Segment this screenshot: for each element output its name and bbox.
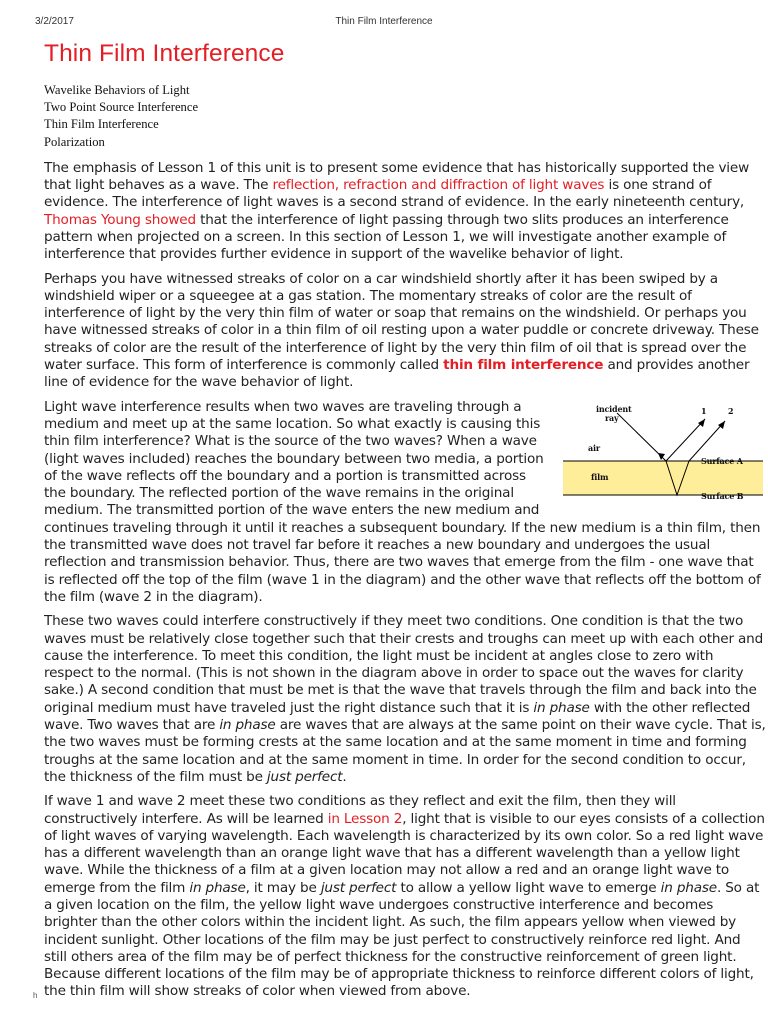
paragraph-3: [44, 399, 766, 607]
label-surface-a: Surface A: [701, 455, 743, 466]
print-header: [35, 16, 733, 30]
term-thin-film-interference: thin film interference: [443, 357, 604, 374]
paragraph-4: [44, 613, 766, 786]
page-title: Thin Film Interference: [44, 40, 285, 67]
paragraph-5: [44, 793, 766, 1001]
paragraph-text: and provides another line of evidence for the wave behavior of light.: [44, 357, 750, 391]
label-wave-1: 1: [701, 405, 707, 416]
reflected-ray-1: [666, 419, 705, 461]
subnav-link-two-point-source[interactable]: Two Point Source Interference: [44, 100, 199, 115]
paragraph-2: [44, 271, 766, 392]
paragraph-text: is one strand of evidence. The interference of light waves is a second strand of evidence. In the early nineteenth century,: [44, 177, 745, 211]
article: [44, 40, 766, 1001]
label-incident: incident: [596, 403, 632, 414]
label-air: air: [588, 442, 600, 453]
paragraph-text: with the other reflected wave. Two waves that are: [44, 699, 751, 734]
paragraph-text: If wave 1 and wave 2 meet these two conditions as they reflect and exit the film, then they will constructively interfere. As will be learned: [44, 793, 676, 827]
emphasis-in-phase: in phase: [660, 879, 717, 896]
emphasis-in-phase: in phase: [533, 699, 590, 716]
paragraph-text: Perhaps you have witnessed streaks of color on a car windshield shortly after it has been swiped by a windshield wiper or a squeegee at a gas station. The momentary streaks of color are the result of interference of light by the very thin film of water or soap that remains on the windshield. Or perhaps you have witnessed streaks of color in a thin film of oil resting upon a water puddle or concrete driveway. These streaks of color are the result of the interference of light by the very thin film of oil that is spread over the water surface. This form of interference is commonly called: [44, 270, 759, 374]
label-surface-b: Surface B: [701, 490, 744, 501]
print-title: Thin Film Interference: [335, 16, 433, 27]
subnav-link-polarization[interactable]: Polarization: [44, 134, 105, 149]
label-ray: ray: [605, 412, 619, 423]
paragraph-text: The emphasis of Lesson 1 of this unit is to present some evidence that has historically supported the view that light behaves as a wave. The: [44, 159, 750, 194]
paragraph-text: are waves that are always at the same point on their wave cycle. That is, the two waves must be forming crests at the same location and at the same moment in time and forming troughs at the same location and at the same moment in time. In order for the second condition to occur, the thickness of the film must be: [44, 717, 766, 785]
emphasis-just-perfect: just perfect: [320, 879, 397, 896]
emphasis-just-perfect: just perfect: [266, 768, 343, 785]
reflected-ray-2: [689, 421, 725, 461]
subnav-link-thin-film[interactable]: Thin Film Interference: [44, 117, 159, 132]
link-thomas-young[interactable]: Thomas Young showed: [44, 211, 196, 228]
paragraph-text: , it may be: [245, 879, 321, 896]
print-date: 3/2/2017: [35, 16, 74, 27]
paragraph-text: .: [342, 768, 347, 785]
thin-film-diagram: [563, 399, 763, 511]
link-reflection-refraction-diffraction[interactable]: reflection, refraction and diffraction of light waves: [272, 177, 605, 194]
label-wave-2: 2: [728, 405, 734, 416]
paragraph-text: . So at a given location on the film, the yellow light wave undergoes constructive interference and becomes brighter than the other colors within the incident light. As such, the film appears yellow when viewed by incident sunlight. Other locations of the film may be just perfect to constructively reinforce red light. And still others area of the film may be of perfect thickness for the constructive reinforcement of green light. Because different locations of the film may be of appropriate thickness to reinforce different colors of light, the thin film will show streaks of color when viewed from above.: [44, 879, 760, 1000]
link-lesson-2[interactable]: in Lesson 2: [327, 810, 403, 827]
emphasis-in-phase: in phase: [189, 879, 246, 896]
subnav-link-wavelike-behaviors[interactable]: Wavelike Behaviors of Light: [44, 83, 190, 97]
paragraph-text: , light that is visible to our eyes consists of a collection of light waves of varying wavelength. Each wavelength is characterized by its own color. So a red light wave has a different wavelength than an orange light wave that has a different wavelength than a yellow light wave. While the thickness of a film at a given location may not allow a red and an orange light wave to emerge from the film: [44, 810, 765, 896]
paragraph-text: that the interference of light passing through two slits produces an interference pattern when projected on a screen. In this section of Lesson 1, we will investigate another example of interference that provides further evidence in support of the wavelike behavior of light.: [44, 211, 729, 263]
lesson-subnav: [44, 82, 766, 151]
label-film: film: [591, 471, 609, 482]
print-footer-mark: h: [33, 991, 38, 1000]
paragraph-1: [44, 160, 766, 264]
paragraph-text: These two waves could interfere constructively if they meet two conditions. One condition is that the two waves must be relatively close together such that their crests and troughs can meet up with each other and cause the interference. To meet this condition, the light must be incident at angles close to zero with respect to the normal. (This is not shown in the diagram above in order to space out the waves for clarity sake.) A second condition that must be met is that the wave that travels through the film and back into the original medium must have traveled just the right distance such that it is: [44, 613, 764, 716]
emphasis-in-phase: in phase: [219, 717, 276, 734]
paragraph-text: Light wave interference results when two waves are traveling through a medium and meet up at the same location. So what exactly is causing this thin film interference? What is the source of the two waves? When a wave (light waves included) reaches the boundary between two media, a portion of the wave reflects off the boundary and a portion is transmitted across the boundary. The reflected portion of the wave remains in the original medium. The transmitted portion of the wave enters the new medium and continues traveling through it until it reaches a subsequent boundary. If the new medium is a thin film, then the transmitted wave does not travel far before it reaches a new boundary and undergoes the usual reflection and transmission behavior. Thus, there are two waves that emerge from the film - one wave that is reflected off the top of the film (wave 1 in the diagram) and the other wave that reflects off the bottom of the film (wave 2 in the diagram).: [44, 398, 761, 605]
paragraph-text: to allow a yellow light wave to emerge: [396, 879, 661, 896]
